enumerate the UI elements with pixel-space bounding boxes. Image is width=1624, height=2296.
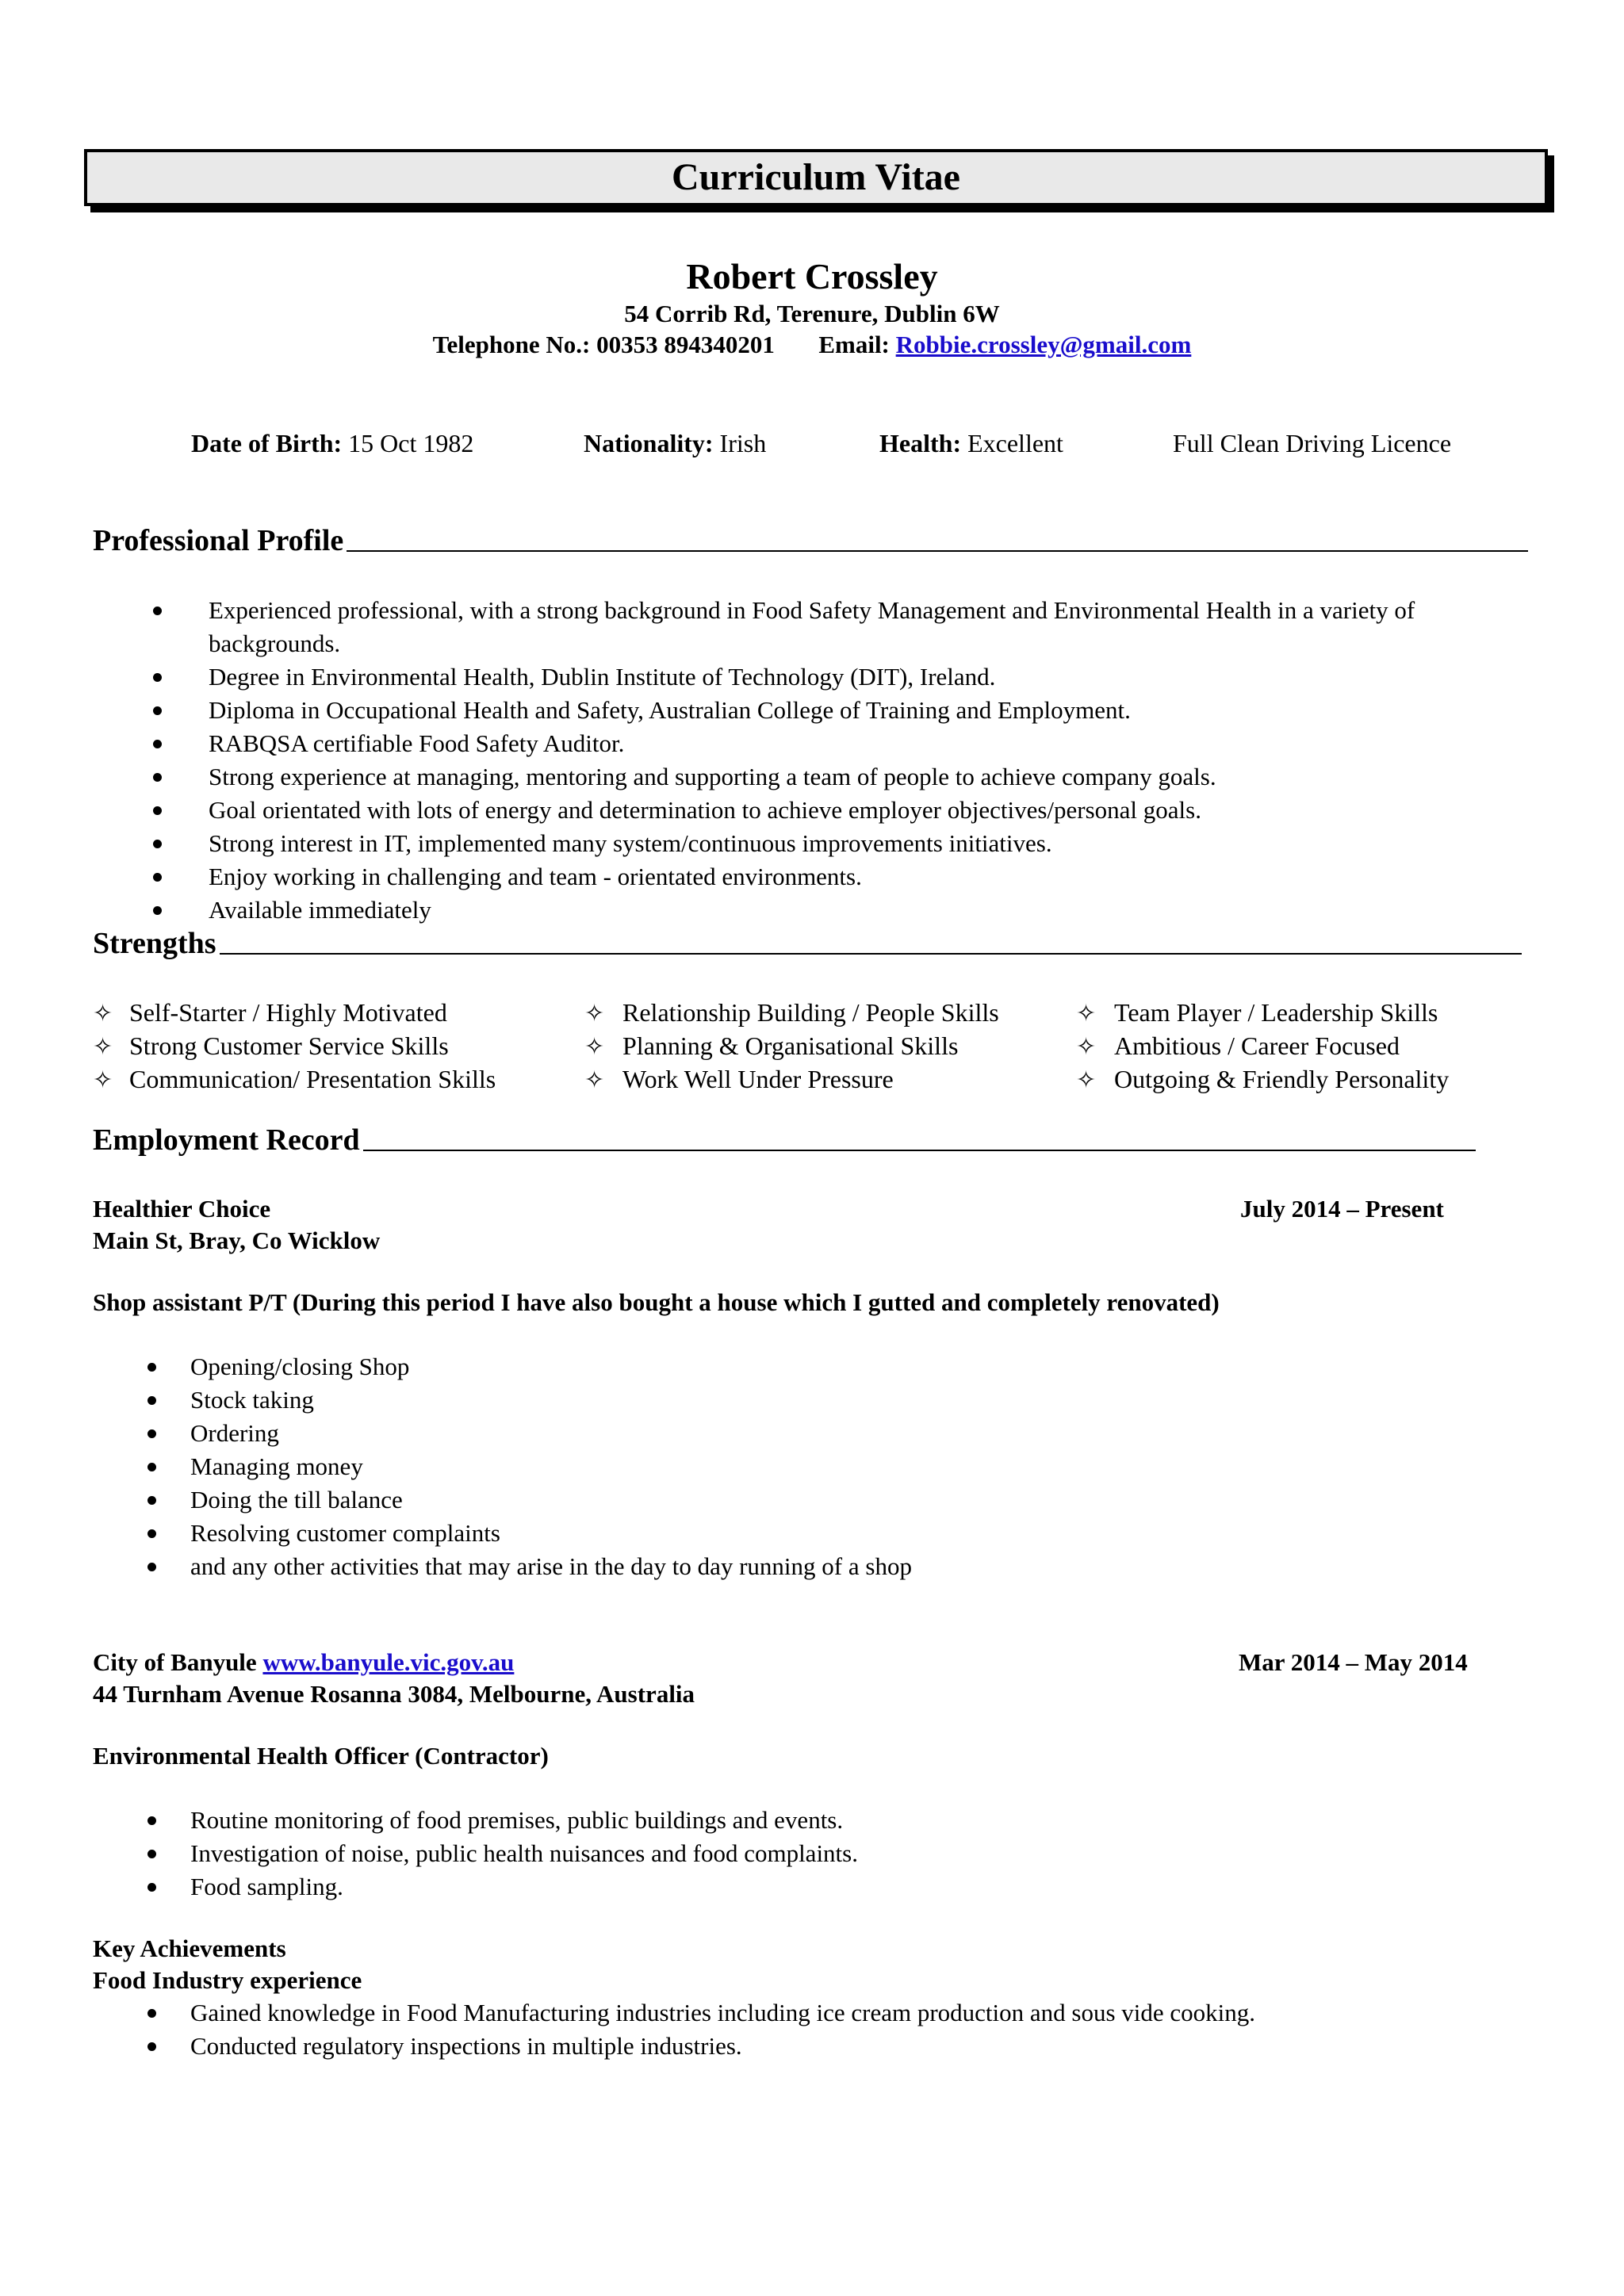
list-item: RABQSA certifiable Food Safety Auditor. [209,727,1533,760]
phone-number: 00353 894340201 [596,331,775,358]
person-address: 54 Corrib Rd, Terenure, Dublin 6W [624,300,1000,327]
email-link[interactable]: Robbie.crossley@gmail.com [895,331,1192,358]
star-bullet-icon: ✧ [93,1067,113,1093]
strength-item: ✧ Communication/ Presentation Skills [93,1063,569,1096]
list-item: Doing the till balance [190,1483,1538,1517]
list-item: and any other activities that may arise in the day to day running of a shop [190,1550,1538,1583]
heading-rule [220,952,1522,955]
dob [191,429,473,458]
list-item: Conducted regulatory inspections in multiple industries. [190,2030,1538,2063]
profile-heading: Professional Profile [93,524,344,557]
nationality [584,429,766,458]
person-name: Robert Crossley [686,256,938,297]
star-bullet-icon: ✧ [1076,1034,1097,1060]
list-item: Strong experience at managing, mentoring and supporting a team of people to achieve company goals. [209,760,1533,794]
job1-dates: July 2014 – Present [1240,1195,1444,1223]
strength-item: ✧ Self-Starter / Highly Motivated [93,997,569,1030]
document-title: Curriculum Vitae [84,149,1548,206]
star-bullet-icon: ✧ [93,1001,113,1027]
heading-rule [347,549,1528,552]
achievements-subheading: Food Industry experience [93,1966,362,1994]
strength-item: ✧ Work Well Under Pressure [584,1063,1060,1096]
phone-label: Telephone No.: [432,331,591,358]
list-item: Managing money [190,1450,1538,1483]
strengths-col-3 [1076,997,1584,1096]
strength-item: ✧ Relationship Building / People Skills [584,997,1060,1030]
list-item: Goal orientated with lots of energy and determination to achieve employer objectives/personal goals. [209,794,1533,827]
list-item: Experienced professional, with a strong background in Food Safety Management and Environmental Health in a variety of backgrounds. [209,594,1533,660]
list-item: Routine monitoring of food premises, public buildings and events. [190,1804,1538,1837]
list-item: Resolving customer complaints [190,1517,1538,1550]
employment-heading: Employment Record [93,1123,360,1157]
job2-duties [190,1804,1538,1904]
star-bullet-icon: ✧ [93,1034,113,1060]
star-bullet-icon: ✧ [584,1001,605,1027]
strengths-col-2 [584,997,1060,1096]
dob-value: 15 Oct 1982 [348,429,474,457]
profile-list [209,594,1533,927]
dob-label: Date of Birth: [191,429,343,457]
achievements-heading: Key Achievements [93,1934,286,1962]
strength-item: ✧ Planning & Organisational Skills [584,1030,1060,1063]
star-bullet-icon: ✧ [584,1034,605,1060]
list-item: Diploma in Occupational Health and Safety, Australian College of Training and Employment. [209,694,1533,727]
contact-line [0,331,1624,359]
job2-address: 44 Turnham Avenue Rosanna 3084, Melbourne, Australia [93,1680,695,1708]
job2-role: Environmental Health Officer (Contractor) [93,1742,549,1770]
job2-dates: Mar 2014 – May 2014 [1239,1648,1468,1676]
section-heading-profile [93,523,1528,558]
section-heading-employment [93,1123,1476,1158]
list-item: Enjoy working in challenging and team - orientated environments. [209,860,1533,894]
health-label: Health: [879,429,962,457]
health [879,429,1063,458]
job1-employer: Healthier Choice [93,1195,271,1223]
achievements-list [190,1996,1538,2063]
star-bullet-icon: ✧ [1076,1067,1097,1093]
strength-item: ✧ Ambitious / Career Focused [1076,1030,1584,1063]
job2-website-link[interactable]: www.banyule.vic.gov.au [262,1648,515,1676]
strength-item: ✧ Outgoing & Friendly Personality [1076,1063,1584,1096]
nationality-label: Nationality: [584,429,714,457]
job2-employer: City of Banyule [93,1648,257,1676]
strengths-col-1 [93,997,569,1096]
health-value: Excellent [967,429,1063,457]
list-item: Food sampling. [190,1870,1538,1904]
list-item: Degree in Environmental Health, Dublin Institute of Technology (DIT), Ireland. [209,660,1533,694]
section-heading-strengths [93,926,1522,961]
job1-address: Main St, Bray, Co Wicklow [93,1226,381,1254]
job2-employer-line [93,1647,514,1678]
strengths-heading: Strengths [93,927,216,960]
list-item: Opening/closing Shop [190,1350,1538,1383]
star-bullet-icon: ✧ [1076,1001,1097,1027]
list-item: Ordering [190,1417,1538,1450]
list-item: Stock taking [190,1383,1538,1417]
driving-licence: Full Clean Driving Licence [1173,429,1452,457]
list-item: Investigation of noise, public health nuisances and food complaints. [190,1837,1538,1870]
star-bullet-icon: ✧ [584,1067,605,1093]
strength-item: ✧ Strong Customer Service Skills [93,1030,569,1063]
strength-item: ✧ Team Player / Leadership Skills [1076,997,1584,1030]
heading-rule [363,1149,1476,1151]
job1-role: Shop assistant P/T (During this period I have also bought a house which I gutted and completely renovated) [93,1288,1220,1316]
list-item: Available immediately [209,894,1533,927]
nationality-value: Irish [719,429,767,457]
list-item: Gained knowledge in Food Manufacturing industries including ice cream production and sous vide cooking. [190,1996,1538,2030]
email-label: Email: [818,331,890,358]
list-item: Strong interest in IT, implemented many system/continuous improvements initiatives. [209,827,1533,860]
job1-duties [190,1350,1538,1583]
